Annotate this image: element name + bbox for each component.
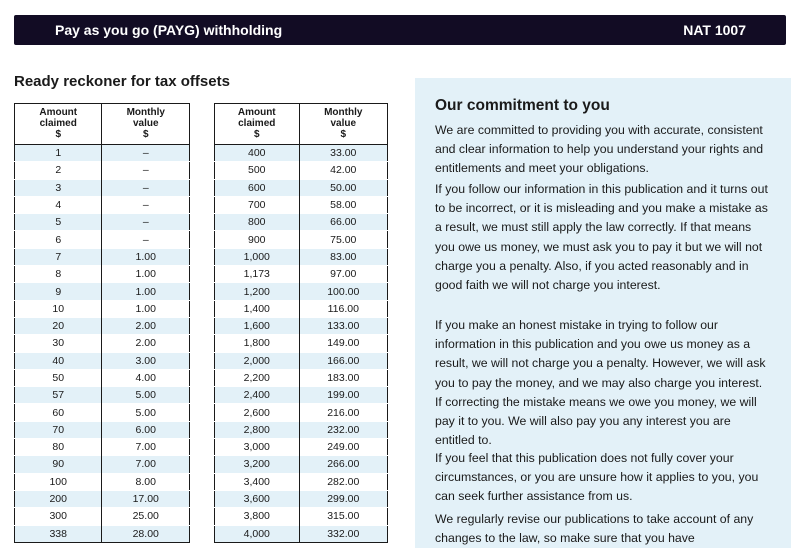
amount-claimed-cell: 400	[215, 145, 300, 162]
amount-claimed-cell: 4	[15, 196, 102, 213]
amount-claimed-cell: 800	[215, 214, 300, 231]
monthly-value-cell: 166.00	[299, 352, 387, 369]
monthly-value-cell: 1.00	[102, 283, 190, 300]
table-row	[215, 145, 388, 162]
amount-claimed-cell: 3,200	[215, 456, 300, 473]
amount-claimed-cell: 40	[15, 352, 102, 369]
amount-claimed-cell: 6	[15, 231, 102, 248]
amount-claimed-cell: 700	[215, 196, 300, 213]
monthly-value-cell: 6.00	[102, 421, 190, 438]
amount-claimed-cell: 600	[215, 179, 300, 196]
monthly-value-cell: 299.00	[299, 490, 387, 507]
amount-claimed-cell: 90	[15, 456, 102, 473]
table-row	[15, 490, 190, 507]
commitment-paragraph: If you follow our information in this publication and it turns out to be incorrect, or it is misleading and you make a mistake as a result, we must still apply the law correctly. If that means you owe us money, we must ask you to pay it but we will not charge you a penalty. Also, if you acted reasonably and in good faith we will not charge you interest.	[435, 182, 768, 293]
commitment-paragraph: If you make an honest mistake in trying to follow our information in this publication and you owe us money as a result, we will not charge you a penalty. However, we will ask you to pay the money, and we may also charge you interest. If correcting the mistake means we owe you money, we will pay it to you. We will also pay you any interest you are entitled to.	[435, 318, 766, 448]
amount-claimed-cell: 5	[15, 214, 102, 231]
monthly-value-cell: –	[102, 179, 190, 196]
header-bar	[14, 15, 786, 45]
amount-claimed-cell: 300	[15, 508, 102, 525]
monthly-value-cell: –	[102, 162, 190, 179]
amount-claimed-cell: 3,400	[215, 473, 300, 490]
monthly-value-cell: 83.00	[299, 248, 387, 265]
table-row	[215, 508, 388, 525]
table-row	[15, 352, 190, 369]
monthly-value-cell: 2.00	[102, 317, 190, 334]
amount-claimed-cell: 1,173	[215, 266, 300, 283]
table-row	[15, 300, 190, 317]
table-row	[215, 404, 388, 421]
monthly-value-cell: 2.00	[102, 335, 190, 352]
amount-claimed-cell: 338	[15, 525, 102, 542]
amount-claimed-cell: 900	[215, 231, 300, 248]
monthly-value-cell: 282.00	[299, 473, 387, 490]
amount-claimed-cell: 2,600	[215, 404, 300, 421]
table-row	[15, 525, 190, 542]
amount-claimed-cell: 1,800	[215, 335, 300, 352]
table-row	[215, 162, 388, 179]
table-row	[15, 387, 190, 404]
table-row	[215, 439, 388, 456]
table-row	[15, 473, 190, 490]
table-row	[15, 196, 190, 213]
table-row	[215, 283, 388, 300]
table-row	[215, 248, 388, 265]
monthly-value-header: Monthly value $	[102, 104, 190, 145]
commitment-paragraph: We regularly revise our publications to take account of any changes to the law, so make sure that you have	[435, 512, 754, 546]
amount-claimed-cell: 2,000	[215, 352, 300, 369]
monthly-value-cell: –	[102, 214, 190, 231]
table-row	[15, 421, 190, 438]
amount-claimed-cell: 3,600	[215, 490, 300, 507]
monthly-value-cell: 17.00	[102, 490, 190, 507]
table-row	[215, 179, 388, 196]
monthly-value-cell: 332.00	[299, 525, 387, 542]
amount-claimed-cell: 3,000	[215, 439, 300, 456]
amount-claimed-header: Amount claimed $	[215, 104, 300, 145]
table-row	[15, 162, 190, 179]
amount-claimed-cell: 4,000	[215, 525, 300, 542]
monthly-value-cell: 232.00	[299, 421, 387, 438]
table-row	[215, 317, 388, 334]
monthly-value-cell: 3.00	[102, 352, 190, 369]
table-row	[215, 300, 388, 317]
monthly-value-cell: –	[102, 231, 190, 248]
amount-claimed-header: Amount claimed $	[15, 104, 102, 145]
amount-claimed-cell: 8	[15, 266, 102, 283]
amount-claimed-cell: 7	[15, 248, 102, 265]
table-row	[215, 387, 388, 404]
monthly-value-cell: 4.00	[102, 369, 190, 386]
amount-claimed-cell: 1	[15, 145, 102, 162]
monthly-value-cell: 42.00	[299, 162, 387, 179]
commitment-panel	[415, 78, 791, 548]
table-row	[15, 508, 190, 525]
monthly-value-cell: 33.00	[299, 145, 387, 162]
monthly-value-cell: 199.00	[299, 387, 387, 404]
commitment-paragraph: If you feel that this publication does not fully cover your circumstances, or you are unsure how it applies to you, you can seek further assistance from us.	[435, 451, 759, 504]
table-row	[215, 421, 388, 438]
table-row	[15, 369, 190, 386]
monthly-value-cell: 97.00	[299, 266, 387, 283]
amount-claimed-cell: 10	[15, 300, 102, 317]
reckoner-table-1	[14, 103, 190, 543]
amount-claimed-cell: 3	[15, 179, 102, 196]
monthly-value-cell: 133.00	[299, 317, 387, 334]
amount-claimed-cell: 1,400	[215, 300, 300, 317]
table-row	[15, 231, 190, 248]
monthly-value-cell: 5.00	[102, 404, 190, 421]
amount-claimed-cell: 2	[15, 162, 102, 179]
monthly-value-cell: 249.00	[299, 439, 387, 456]
monthly-value-cell: 8.00	[102, 473, 190, 490]
reckoner-title: Ready reckoner for tax offsets	[14, 73, 230, 90]
reckoner-table-2	[214, 103, 388, 543]
table-row	[215, 196, 388, 213]
table-row	[215, 335, 388, 352]
monthly-value-cell: 28.00	[102, 525, 190, 542]
amount-claimed-cell: 30	[15, 335, 102, 352]
amount-claimed-cell: 1,200	[215, 283, 300, 300]
amount-claimed-cell: 80	[15, 439, 102, 456]
amount-claimed-cell: 20	[15, 317, 102, 334]
amount-claimed-cell: 1,600	[215, 317, 300, 334]
monthly-value-cell: 5.00	[102, 387, 190, 404]
monthly-value-cell: 149.00	[299, 335, 387, 352]
amount-claimed-cell: 500	[215, 162, 300, 179]
monthly-value-cell: 7.00	[102, 439, 190, 456]
table-row	[215, 490, 388, 507]
commitment-title: Our commitment to you	[435, 97, 610, 114]
document-code: NAT 1007	[683, 22, 746, 38]
amount-claimed-cell: 57	[15, 387, 102, 404]
table-row	[15, 248, 190, 265]
monthly-value-cell: 50.00	[299, 179, 387, 196]
table-row	[215, 231, 388, 248]
table-row	[15, 214, 190, 231]
table-row	[15, 439, 190, 456]
table-row	[15, 283, 190, 300]
amount-claimed-cell: 200	[15, 490, 102, 507]
table-row	[215, 473, 388, 490]
monthly-value-cell: 1.00	[102, 266, 190, 283]
table-row	[15, 266, 190, 283]
monthly-value-cell: 7.00	[102, 456, 190, 473]
table-row	[215, 369, 388, 386]
monthly-value-cell: 183.00	[299, 369, 387, 386]
table-row	[215, 266, 388, 283]
amount-claimed-cell: 1,000	[215, 248, 300, 265]
table-row	[15, 456, 190, 473]
amount-claimed-cell: 2,800	[215, 421, 300, 438]
monthly-value-cell: 315.00	[299, 508, 387, 525]
monthly-value-header: Monthly value $	[299, 104, 387, 145]
monthly-value-cell: 116.00	[299, 300, 387, 317]
table-row	[215, 214, 388, 231]
amount-claimed-cell: 9	[15, 283, 102, 300]
document-title: Pay as you go (PAYG) withholding	[55, 22, 283, 38]
monthly-value-cell: 216.00	[299, 404, 387, 421]
table-row	[215, 525, 388, 542]
monthly-value-cell: 25.00	[102, 508, 190, 525]
monthly-value-cell: 266.00	[299, 456, 387, 473]
amount-claimed-cell: 2,400	[215, 387, 300, 404]
amount-claimed-cell: 3,800	[215, 508, 300, 525]
amount-claimed-cell: 2,200	[215, 369, 300, 386]
table-row	[15, 179, 190, 196]
monthly-value-cell: 1.00	[102, 248, 190, 265]
commitment-paragraph: We are committed to providing you with accurate, consistent and clear information to help you understand your rights and entitlements and meet your obligations.	[435, 123, 764, 176]
monthly-value-cell: 100.00	[299, 283, 387, 300]
amount-claimed-cell: 50	[15, 369, 102, 386]
table-row	[215, 352, 388, 369]
table-row	[15, 317, 190, 334]
table-row	[15, 335, 190, 352]
monthly-value-cell: 75.00	[299, 231, 387, 248]
table-row	[15, 404, 190, 421]
amount-claimed-cell: 70	[15, 421, 102, 438]
monthly-value-cell: –	[102, 145, 190, 162]
monthly-value-cell: –	[102, 196, 190, 213]
table-row	[15, 145, 190, 162]
monthly-value-cell: 1.00	[102, 300, 190, 317]
table-row	[215, 456, 388, 473]
amount-claimed-cell: 60	[15, 404, 102, 421]
monthly-value-cell: 66.00	[299, 214, 387, 231]
monthly-value-cell: 58.00	[299, 196, 387, 213]
amount-claimed-cell: 100	[15, 473, 102, 490]
